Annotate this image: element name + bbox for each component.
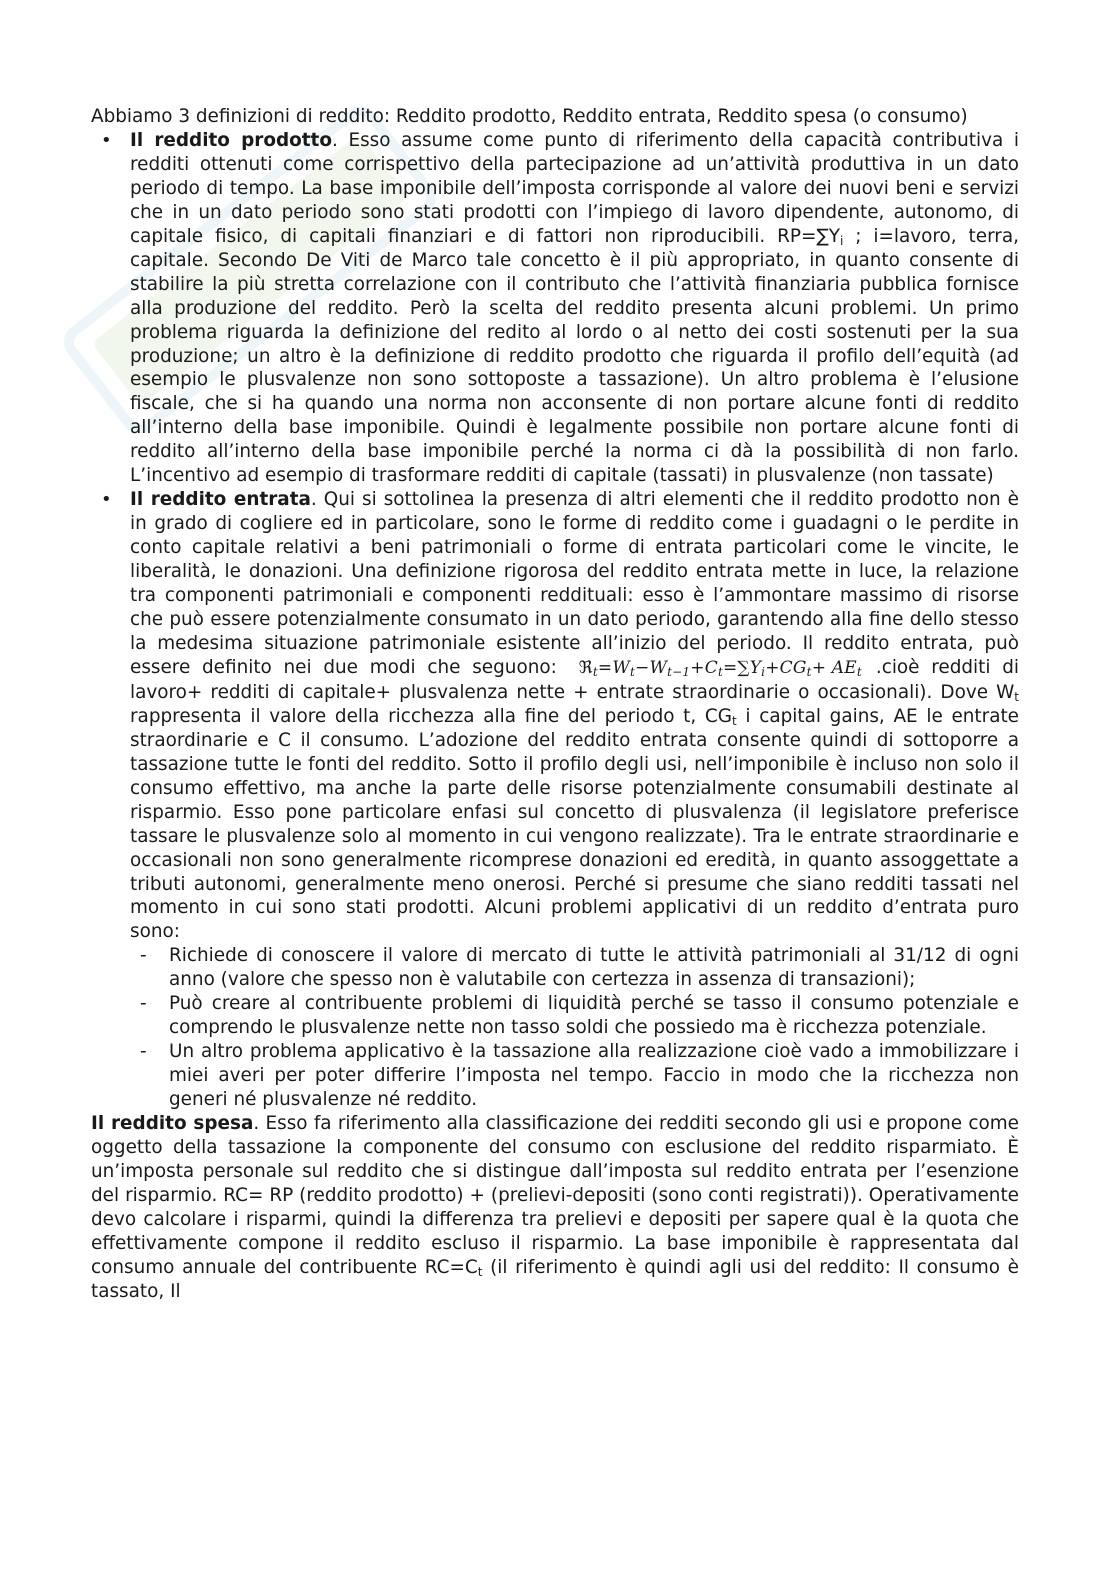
heading-reddito-entrata: Il reddito entrata — [130, 489, 311, 511]
problem-item: - Un altro problema applicativo è la tassazione alla realizzazione cioè vado a immobilizzare i miei averi per poter differire l’imposta nel tempo. Faccio in modo che la ricchezza non generi né plusvalenze né reddito. — [130, 1040, 1019, 1112]
document-body — [91, 105, 1019, 1304]
income-formula: $ℜ_t=W_t-W_{t-1}+C_t=\sum Y_i+CG_t+ AE_t$ — [578, 657, 862, 679]
list-item-reddito-prodotto: • Il reddito prodotto. Esso assume come punto di riferimento della capacità contributiva i redditi ottenuti come corrispettivo della partecipazione ad un’attività produttiva in un dato periodo di tempo. La base imponibile dell’imposta corrisponde al valore dei nuovi beni e servizi che in un dato periodo sono stati prodotti con l’impiego di lavoro dipendente, autonomo, di capitale fisico, di capitali finanziari e di fattori non riproducibili. $RP=\sum Y_i$ ; i=lavoro, terra, capitale. Secondo De Viti de Marco tale concetto è il più appropriato, in quanto consente di stabilire la più stretta correlazione con il contributo che l’attività finanziaria pubblica fornisce alla produzione del reddito. Però la scelta del reddito presenta alcuni problemi. Un primo problema riguarda la definizione del redito al lordo o al netto dei costi sostenuti per la sua produzione; un altro è la definizione di reddito prodotto che riguarda il profilo dell’equità (ad esempio le plusvalenze non sono sottoposte a tassazione). Un altro problema è l’elusione fiscale, che si ha quando una norma non acconsente di non portare alcune fonti di reddito all’interno della base imponibile. Quindi è legalmente possibile non portare alcune fonti di reddito all’interno della base imponibile perché la norma ci dà la possibilità di non farlo. L’incentivo ad esempio di trasformare redditi di capitale (tassati) in plusvalenze (non tassate) — [91, 129, 1019, 488]
paragraph-reddito-spesa: Il reddito spesa. Esso fa riferimento alla classificazione dei redditi secondo gli usi e propone come oggetto della tassazione la componente del consumo con esclusione del reddito risparmiato. È un’imposta personale sul reddito che si distingue dall’imposta sul reddito entrata per l’esenzione del risparmio. RC= RP (reddito prodotto) + (prelievi-depositi (sono conti registrati)). Operativamente devo calcolare i risparmi, quindi la differenza tra prelievi e depositi per sapere qual è la quota che effettivamente compone il reddito escluso il risparmio. La base imponibile è rappresentata dal consumo annuale del contribuente $RC=C_t$ (il riferimento è quindi agli usi del reddito: Il consumo è tassato, Il — [91, 1113, 1019, 1302]
problems-list — [130, 944, 1019, 1112]
heading-reddito-spesa: Il reddito spesa — [91, 1113, 254, 1135]
income-definitions-list — [91, 129, 1019, 1112]
intro-paragraph: Abbiamo 3 definizioni di reddito: Reddito prodotto, Reddito entrata, Reddito spesa (o consumo) — [91, 106, 968, 127]
problem-item: - Può creare al contribuente problemi di liquidità perché se tasso il consumo potenziale e comprendo le plusvalenze nette non tasso soldi che possiedo ma è ricchezza potenziale. — [130, 992, 1019, 1040]
problem-item: - Richiede di conoscere il valore di mercato di tutte le attività patrimoniali al 31/12 di ogni anno (valore che spesso non è valutabile con certezza in assenza di transazioni); — [130, 944, 1019, 992]
heading-reddito-prodotto: Il reddito prodotto — [130, 129, 332, 151]
list-item-reddito-entrata: • Il reddito entrata. Qui si sottolinea la presenza di altri elementi che il reddito prodotto non è in grado di cogliere ed in particolare, sono le forme di reddito come i guadagni o le perdite in conto capitale relativi a beni patrimoniali o forme di entrata particolari come le vincite, le liberalità, le donazioni. Una definizione rigorosa del reddito entrata mette in luce, la relazione tra componenti patrimoniali e componenti reddituali: esso è l’ammontare massimo di risorse che può essere potenzialmente consumato in un dato periodo, garantendo alla fine dello stesso la medesima situazione patrimoniale esistente all’inizio del periodo. Il reddito entrata, può essere definito nei due modi che seguono: $ℜ_t=W_t-W_{t-1}+C_t=\sum Y_i+CG_t+ AE_t$ .cioè redditi di lavoro+ redditi di capitale+ plusvalenza nette + entrate straordinarie o occasionali). Dove $W_t$ rappresenta il valore della ricchezza alla fine del periodo t, $CG_t$ i capital gains, AE le entrate straordinarie e C il consumo. L’adozione del reddito entrata consente quindi di sottoporre a tassazione tutte le fonti del reddito. Sotto il profilo degli usi, nell’imponibile è incluso non solo il consumo effettivo, ma anche la parte delle risorse potenzialmente consumabili destinate al risparmio. Esso pone particolare enfasi sul concetto di plusvalenza (il legislatore preferisce tassare le plusvalenze solo al momento in cui vengono realizzate). Tra le entrate straordinarie e occasionali non sono generalmente ricomprese donazioni ed eredità, in quanto assoggettate a tributi autonomi, generalmente meno onerosi. Perché si presume che siano redditi tassati nel momento in cui sono stati prodotti. Alcuni problemi applicativi di un reddito d’entrata puro sono: - Richiede di conoscere il valore di mercato di tutte le attività patrimoniali al 31/12 di ogni anno (valore che spesso non è valutabile con certezza in assenza di transazioni); - Può creare al contribuente problemi di liquidità perché se tasso il consumo potenziale e comprendo le plusvalenze nette non tasso soldi che possiedo ma è ricchezza potenziale. - Un altro problema applicativo è la tassazione alla realizzazione cioè vado a immobilizzare i miei averi per poter differire l’imposta nel tempo. Faccio in modo che la ricchezza non generi né plusvalenze né reddito. — [91, 488, 1019, 1112]
